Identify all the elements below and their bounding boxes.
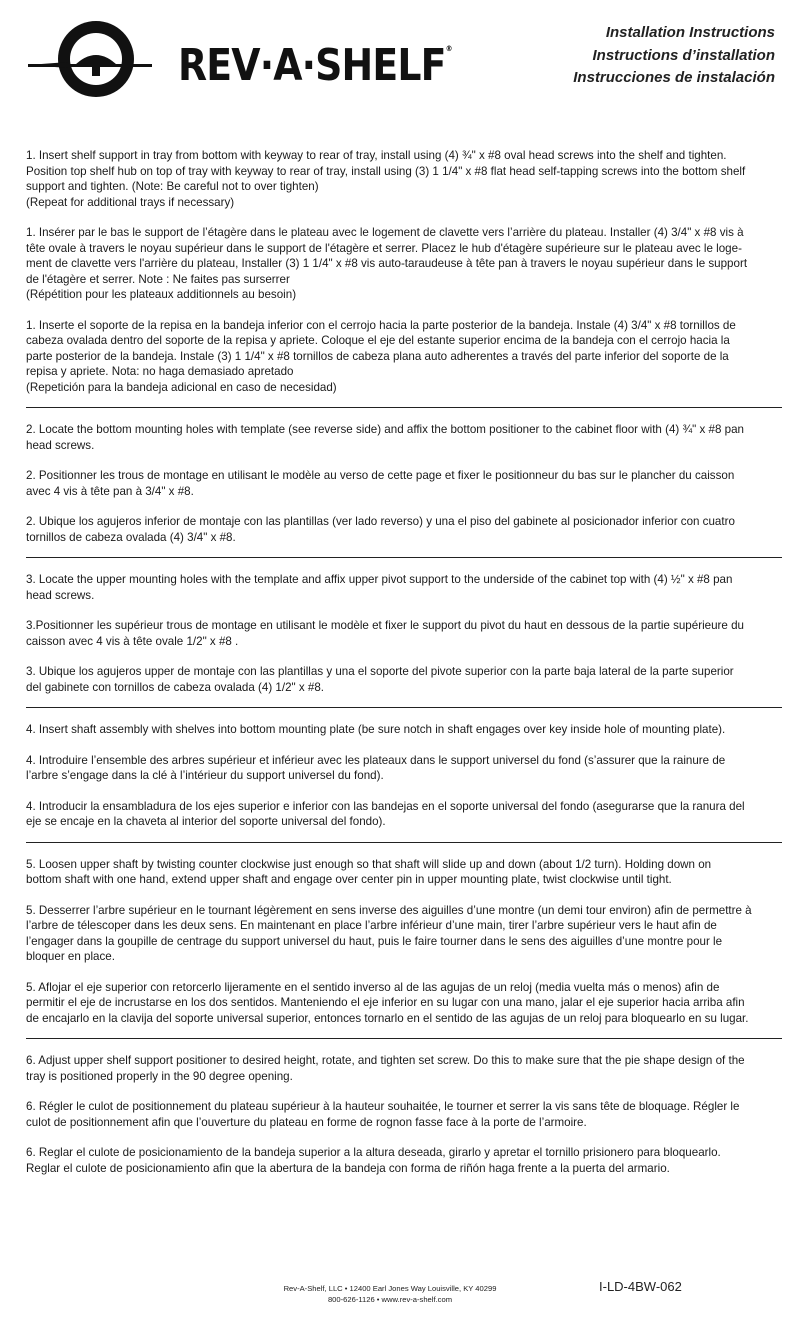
step-6-english: 6. Adjust upper shelf support positioner to desired height, rotate, and tighten set screw. Do this to make sure that the pie shape design of the tray is positioned properly in the 90 degree opening. xyxy=(26,1054,745,1083)
step-2-section xyxy=(26,422,782,558)
document-number: I-LD-4BW-062 xyxy=(599,1279,682,1294)
step-3-french: 3.Positionner les supérieur trous de montage en utilisant le modèle et fixer le support du pivot du haut en dessous de la partie supérieure du caisson avec 4 vis à tête ovale 1/2" x #8 . xyxy=(26,619,744,648)
brand-logo xyxy=(28,18,458,100)
instructions-body xyxy=(26,148,782,1202)
title-spanish: Instrucciones de instalación xyxy=(573,69,775,86)
step-6-spanish: 6. Reglar el culote de posicionamiento de la bandeja superior a la altura deseada, girarlo y apretar el tornillo prisionero para bloquearlo. Reglar el culote de posicionamiento afin que la abertura de la bandeja con forma de riñón haga frente a la puerta del armario. xyxy=(26,1146,721,1175)
step-1-section xyxy=(26,148,782,408)
step-2-english: 2. Locate the bottom mounting holes with template (see reverse side) and affix the bottom positioner to the cabinet floor with (4) ¾" x #8 pan head screws. xyxy=(26,423,744,452)
footer-contact xyxy=(270,1283,510,1305)
step-5-french: 5. Desserrer l’arbre supérieur en le tournant légèrement en sens inverse des aiguilles d’une montre (un demi tour environ) afin de permettre à l’arbre de télescoper dans les deux sens. En maintenant en place l’arbre inférieur d’une main, tirer l’arbre supérieur vers le haut afin de l’engager dans la goupille de centrage du support universel du haut, puis le faire tourner dans le sens des aiguilles d’une montre pour le bloquer en place. xyxy=(26,903,752,963)
step-2-spanish: 2. Ubique los agujeros inferior de montaje con las plantillas (ver lado reverso) y una el piso del gabinete al posicionador inferior con cuatro tornillos de cabeza ovalada (4) 3/4" x #8. xyxy=(26,515,735,544)
step-4-section xyxy=(26,722,782,843)
step-5-english: 5. Loosen upper shaft by twisting counter clockwise just enough so that shaft will slide up and down (about 1/2 turn). Holding down on bottom shaft with one hand, extend upper shaft and engage over center pin in upper mounting plate, twist clockwise until tight. xyxy=(26,857,712,886)
document-titles xyxy=(573,22,775,90)
step-3-spanish: 3. Ubique los agujeros upper de montaje con las plantillas y una el soporte del pivote superior con la parte baja lateral de la parte superior del gabinete con tornillos de cabeza ovalada (4) 1/2" x #8. xyxy=(26,665,734,694)
step-6-section xyxy=(26,1053,782,1188)
logo-emblem-icon xyxy=(28,18,178,100)
step-5-spanish: 5. Aflojar el eje superior con retorcerlo lijeramente en el sentido inverso al de las agujas de un reloj (media vuelta más o menos) afin de permitir el eje de incrustarse en los dos sentidos. Manteniendo el eje inferior en su lugar con una mano, jalar el eje superior hacia arriba afin de encajarlo en la clavija del soporte universal superior, entonces tornarlo en el sentido de las agujas de un reloj para bloquearlo en su lugar. xyxy=(26,980,749,1025)
step-4-spanish: 4. Introducir la ensambladura de los ejes superior e inferior con las bandejas en el soporte universal del fondo (asegurarse que la ranura del eje se encaje en la chaveta al interior del soporte universal del fondo). xyxy=(26,799,745,828)
step-6-french: 6. Régler le culot de positionnement du plateau supérieur à la hauteur souhaitée, le tourner et serrer la vis sans tête de bloquage. Régler le culot de positionnement afin que l’ouverture du plateau en forme de rognon fasse face à la porte de l’armoire. xyxy=(26,1100,740,1129)
step-3-english: 3. Locate the upper mounting holes with the template and affix upper pivot support to the underside of the cabinet top with (4) ½" x #8 pan head screws. xyxy=(26,573,733,602)
title-french: Instructions d’installation xyxy=(592,46,775,64)
footer-phone-web: 800-626-1126 • www.rev-a-shelf.com xyxy=(327,1295,453,1304)
step-3-section xyxy=(26,572,782,708)
step-4-english: 4. Insert shaft assembly with shelves into bottom mounting plate (be sure notch in shaft engages over key inside hole of mounting plate). xyxy=(26,723,726,736)
step-1-english: 1. Insert shelf support in tray from bottom with keyway to rear of tray, install using (4) ¾" x #8 oval head screws into the shelf and tighten. Position top shelf hub on top of tray with keyway to rear of tray, install using (3) 1 1/4" x #8 flat head self-tapping screws into the bottom shelf support and tighten. (Note: Be careful not to over tighten) (Repeat for additional trays if necessary) xyxy=(26,149,746,209)
step-5-section xyxy=(26,857,782,1040)
footer-address: Rev-A-Shelf, LLC • 12400 Earl Jones Way Louisville, KY 40299 xyxy=(283,1284,497,1293)
title-english: Installation Instructions xyxy=(605,24,775,41)
step-4-french: 4. Introduire l’ensemble des arbres supérieur et inférieur avec les plateaux dans le support universel du fond (s’assurer que la rainure de l’arbre s’engage dans la clé à l’intérieur du support universel du fond). xyxy=(26,753,726,782)
step-2-french: 2. Positionner les trous de montage en utilisant le modèle au verso de cette page et fixer le positionneur du bas sur le plancher du caisson avec 4 vis à tête pan à 3/4" x #8. xyxy=(26,469,735,498)
step-1-spanish: 1. Inserte el soporte de la repisa en la bandeja inferior con el cerrojo hacia la parte posterior de la bandeja. Instale (4) 3/4" x #8 tornillos de cabeza ovalada dentro del soporte de la repisa y apriete. Coloque el eje del estante superior encima de la bandeja con el cerrojo hacia la parte posterior de la bandeja. Instale (3) 1 1/4" x #8 tornillos de cabeza plana auto adherentes a través del parte inferior del soporte de la repisa y apriete. Nota: no haga demasiado apretado (Repetición para la bandeja adicional en caso de necesidad) xyxy=(26,318,736,394)
brand-wordmark: REV·A·SHELF® xyxy=(178,40,452,91)
step-1-french: 1. Insérer par le bas le support de l’étagère dans le plateau avec le logement de clavette vers l’arrière du plateau. Installer (4) 3/4" x #8 vis à tête ovale à travers le noyau supérieur dans le support de l'étagère et serrer. Placez le hub d'étagère supérieure sur le plateau avec le loge- ment de clavette vers l'arrière du plateau, Installer (3) 1 1/4" x #8 vis auto-taraudeuse à tête pan à travers le noyau supérieur dans le support de l'étagère et serrer. Note : Ne faites pas surserrer (Répétition pour les plateaux additionnels au besoin) xyxy=(26,226,748,301)
